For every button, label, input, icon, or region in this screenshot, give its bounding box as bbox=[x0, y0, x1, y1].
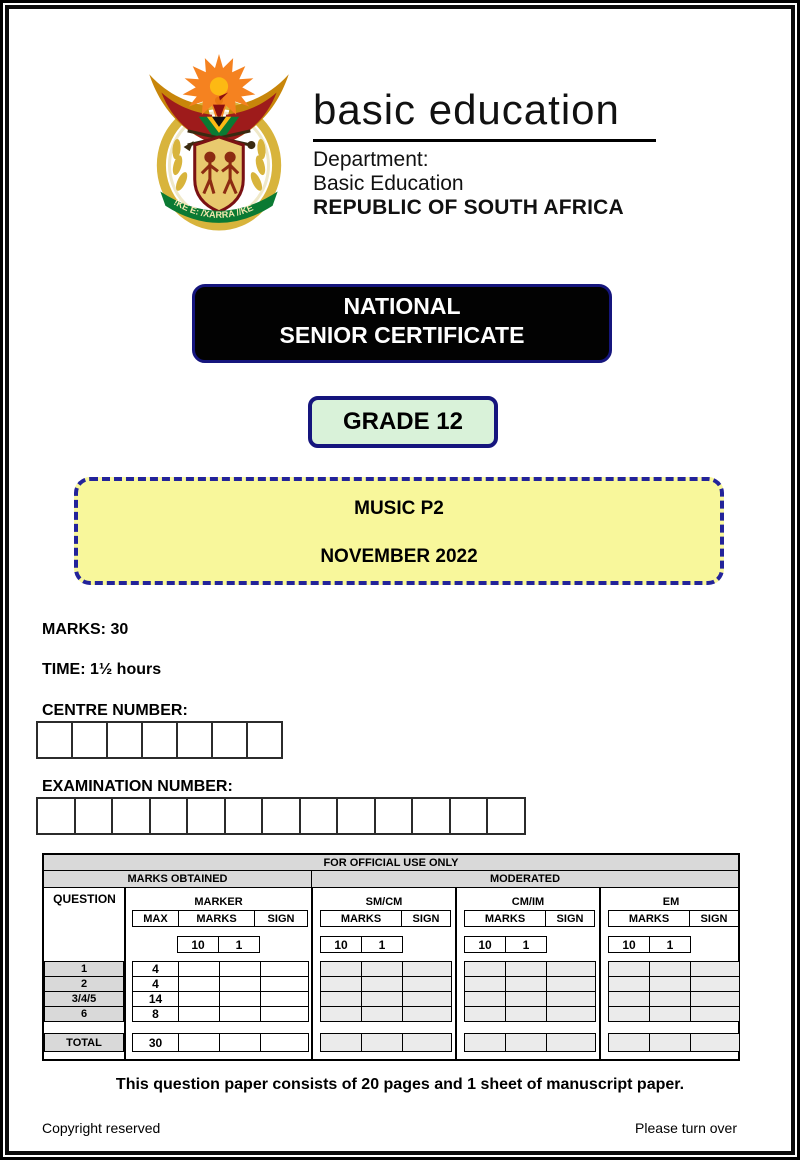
entry-cell[interactable] bbox=[609, 1007, 650, 1022]
entry-cell[interactable] bbox=[547, 992, 596, 1007]
header-cell: MARKS bbox=[179, 911, 255, 927]
digit-cell[interactable] bbox=[486, 797, 526, 835]
group-total-row bbox=[132, 1033, 309, 1052]
question-label-cell: 3/4/5 bbox=[45, 992, 124, 1007]
digit-cell[interactable] bbox=[149, 797, 189, 835]
group-label: MARKER bbox=[194, 896, 243, 908]
digit-cell[interactable] bbox=[74, 797, 114, 835]
session-title: NOVEMBER 2022 bbox=[320, 546, 478, 567]
digit-cell[interactable] bbox=[449, 797, 489, 835]
header-cell: SIGN bbox=[690, 911, 739, 927]
preprinted-value-cell: TOTAL bbox=[45, 1034, 124, 1052]
entry-cell[interactable] bbox=[465, 962, 506, 977]
preprinted-value-cell: 8 bbox=[133, 1007, 179, 1022]
republic-line: REPUBLIC OF SOUTH AFRICA bbox=[313, 196, 624, 219]
department-line1: Department: bbox=[313, 148, 429, 171]
entry-cell[interactable] bbox=[362, 977, 403, 992]
group-label: SM/CM bbox=[365, 896, 403, 908]
entry-cell[interactable] bbox=[650, 962, 691, 977]
group-total-row bbox=[608, 1033, 740, 1052]
digit-cell[interactable] bbox=[176, 721, 213, 759]
header-cell: MAX bbox=[133, 911, 179, 927]
group-body-grid bbox=[132, 961, 309, 1022]
entry-cell[interactable] bbox=[650, 977, 691, 992]
entry-cell[interactable] bbox=[220, 1007, 261, 1022]
digit-cell[interactable] bbox=[36, 797, 76, 835]
entry-cell[interactable] bbox=[650, 1007, 691, 1022]
digit-cell[interactable] bbox=[411, 797, 451, 835]
group-body-grid bbox=[320, 961, 452, 1022]
question-column-header: QUESTION bbox=[53, 892, 116, 906]
nsc-line1: NATIONAL bbox=[343, 293, 461, 319]
turn-over-note: Please turn over bbox=[635, 1120, 737, 1136]
entry-cell[interactable] bbox=[506, 1007, 547, 1022]
group-header-row bbox=[464, 910, 595, 927]
grade-banner: GRADE 12 bbox=[308, 396, 498, 448]
preprinted-value-cell: 30 bbox=[133, 1034, 179, 1052]
nsc-line2: SENIOR CERTIFICATE bbox=[279, 322, 525, 348]
entry-cell[interactable] bbox=[609, 962, 650, 977]
digit-cell[interactable] bbox=[224, 797, 264, 835]
entry-cell[interactable] bbox=[506, 962, 547, 977]
entry-cell[interactable] bbox=[547, 977, 596, 992]
preprinted-value-cell: 1 bbox=[362, 937, 403, 953]
entry-cell[interactable] bbox=[506, 1034, 547, 1052]
exam-number-grid bbox=[36, 797, 526, 835]
preprinted-value-cell: 10 bbox=[465, 937, 506, 953]
marker-group-cm-im bbox=[456, 888, 600, 1059]
entry-cell[interactable] bbox=[179, 1007, 220, 1022]
south-africa-coat-of-arms bbox=[143, 52, 295, 234]
preprinted-value-cell: 14 bbox=[133, 992, 179, 1007]
entry-cell[interactable] bbox=[609, 992, 650, 1007]
entry-cell[interactable] bbox=[261, 1034, 309, 1052]
entry-cell[interactable] bbox=[403, 1034, 452, 1052]
question-label-cell: 1 bbox=[45, 962, 124, 977]
group-header-row bbox=[608, 910, 739, 927]
subject-banner bbox=[74, 477, 724, 585]
entry-cell[interactable] bbox=[261, 962, 309, 977]
group-header-row bbox=[132, 910, 308, 927]
time-label: TIME: 1½ hours bbox=[42, 661, 162, 678]
entry-cell[interactable] bbox=[650, 1034, 691, 1052]
entry-cell[interactable] bbox=[691, 1007, 740, 1022]
moderated-header: MODERATED bbox=[312, 871, 738, 887]
digit-cell[interactable] bbox=[186, 797, 226, 835]
preprinted-value-cell: 1 bbox=[650, 937, 691, 953]
preprinted-value-cell: 1 bbox=[219, 937, 260, 953]
preprinted-value-cell: 4 bbox=[133, 962, 179, 977]
digit-cell[interactable] bbox=[36, 721, 73, 759]
digit-cell[interactable] bbox=[374, 797, 414, 835]
mini-marks-row bbox=[177, 936, 260, 953]
header-cell: SIGN bbox=[255, 911, 308, 927]
digit-cell[interactable] bbox=[106, 721, 143, 759]
preprinted-value-cell: 10 bbox=[321, 937, 362, 953]
nsc-banner bbox=[192, 284, 612, 363]
official-table-subheader bbox=[44, 871, 738, 888]
entry-cell[interactable] bbox=[547, 962, 596, 977]
entry-cell[interactable] bbox=[506, 977, 547, 992]
entry-cell[interactable] bbox=[261, 977, 309, 992]
entry-cell[interactable] bbox=[261, 1007, 309, 1022]
mini-marks-row bbox=[608, 936, 691, 953]
entry-cell[interactable] bbox=[465, 992, 506, 1007]
examination-number-label: EXAMINATION NUMBER: bbox=[42, 778, 233, 795]
subject-title: MUSIC P2 bbox=[354, 498, 444, 519]
entry-cell[interactable] bbox=[179, 1034, 220, 1052]
official-table-body bbox=[44, 888, 738, 1059]
mini-marks-row bbox=[464, 936, 547, 953]
shield bbox=[195, 137, 244, 212]
entry-cell[interactable] bbox=[261, 992, 309, 1007]
department-block bbox=[313, 148, 624, 220]
header-cell: MARKS bbox=[609, 911, 690, 927]
group-total-row bbox=[464, 1033, 596, 1052]
brand-title: basic education bbox=[313, 86, 620, 133]
entry-cell[interactable] bbox=[609, 977, 650, 992]
entry-cell[interactable] bbox=[547, 1034, 596, 1052]
digit-cell[interactable] bbox=[299, 797, 339, 835]
entry-cell[interactable] bbox=[220, 962, 261, 977]
entry-cell[interactable] bbox=[362, 992, 403, 1007]
motto-text: !KE E: /XARRA //KE bbox=[172, 197, 255, 220]
digit-cell[interactable] bbox=[111, 797, 151, 835]
entry-cell[interactable] bbox=[403, 1007, 452, 1022]
consists-note: This question paper consists of 20 pages and 1 sheet of manuscript paper. bbox=[115, 1076, 685, 1093]
marks-obtained-header: MARKS OBTAINED bbox=[44, 871, 312, 887]
entry-cell[interactable] bbox=[465, 1007, 506, 1022]
entry-cell[interactable] bbox=[506, 992, 547, 1007]
entry-cell[interactable] bbox=[179, 962, 220, 977]
entry-cell[interactable] bbox=[321, 1007, 362, 1022]
centre-number-grid bbox=[36, 721, 283, 759]
entry-cell[interactable] bbox=[465, 1034, 506, 1052]
entry-cell[interactable] bbox=[220, 1034, 261, 1052]
preprinted-value-cell: 10 bbox=[609, 937, 650, 953]
group-header-row bbox=[320, 910, 451, 927]
entry-cell[interactable] bbox=[403, 962, 452, 977]
digit-cell[interactable] bbox=[71, 721, 108, 759]
entry-cell[interactable] bbox=[609, 1034, 650, 1052]
entry-cell[interactable] bbox=[321, 962, 362, 977]
marker-group-sm-cm bbox=[312, 888, 456, 1059]
question-labels bbox=[44, 961, 124, 1022]
question-label-cell: 2 bbox=[45, 977, 124, 992]
entry-cell[interactable] bbox=[220, 977, 261, 992]
entry-cell[interactable] bbox=[403, 977, 452, 992]
entry-cell[interactable] bbox=[691, 962, 740, 977]
centre-number-label: CENTRE NUMBER: bbox=[42, 702, 188, 719]
header-cell: MARKS bbox=[321, 911, 402, 927]
group-body-grid bbox=[464, 961, 596, 1022]
header-cell: SIGN bbox=[402, 911, 451, 927]
entry-cell[interactable] bbox=[362, 1034, 403, 1052]
digit-cell[interactable] bbox=[246, 721, 283, 759]
preprinted-value-cell: 4 bbox=[133, 977, 179, 992]
entry-cell[interactable] bbox=[179, 977, 220, 992]
department-line2: Basic Education bbox=[313, 172, 464, 195]
entry-cell[interactable] bbox=[403, 992, 452, 1007]
total-label bbox=[44, 1033, 124, 1052]
entry-cell[interactable] bbox=[220, 992, 261, 1007]
entry-cell[interactable] bbox=[321, 992, 362, 1007]
entry-cell[interactable] bbox=[362, 1007, 403, 1022]
marker-group-marker bbox=[125, 888, 312, 1059]
brand-underline bbox=[313, 139, 656, 142]
group-body-grid bbox=[608, 961, 740, 1022]
copyright-note: Copyright reserved bbox=[42, 1120, 161, 1136]
entry-cell[interactable] bbox=[691, 1034, 740, 1052]
group-total-row bbox=[320, 1033, 452, 1052]
header-cell: SIGN bbox=[546, 911, 595, 927]
group-label: CM/IM bbox=[511, 896, 545, 908]
group-label: EM bbox=[662, 896, 680, 908]
digit-cell[interactable] bbox=[261, 797, 301, 835]
entry-cell[interactable] bbox=[691, 992, 740, 1007]
marker-group-em bbox=[600, 888, 742, 1059]
preprinted-value-cell: 10 bbox=[178, 937, 219, 953]
marks-label: MARKS: 30 bbox=[42, 621, 129, 638]
entry-cell[interactable] bbox=[547, 1007, 596, 1022]
entry-cell[interactable] bbox=[179, 992, 220, 1007]
entry-cell[interactable] bbox=[362, 962, 403, 977]
entry-cell[interactable] bbox=[691, 977, 740, 992]
entry-cell[interactable] bbox=[321, 977, 362, 992]
digit-cell[interactable] bbox=[336, 797, 376, 835]
header-cell: MARKS bbox=[465, 911, 546, 927]
official-table-title: FOR OFFICIAL USE ONLY bbox=[44, 855, 738, 871]
entry-cell[interactable] bbox=[321, 1034, 362, 1052]
preprinted-value-cell: 1 bbox=[506, 937, 547, 953]
entry-cell[interactable] bbox=[465, 977, 506, 992]
entry-cell[interactable] bbox=[650, 992, 691, 1007]
digit-cell[interactable] bbox=[141, 721, 178, 759]
official-use-table bbox=[42, 853, 740, 1061]
mini-marks-row bbox=[320, 936, 403, 953]
question-label-cell: 6 bbox=[45, 1007, 124, 1022]
digit-cell[interactable] bbox=[211, 721, 248, 759]
